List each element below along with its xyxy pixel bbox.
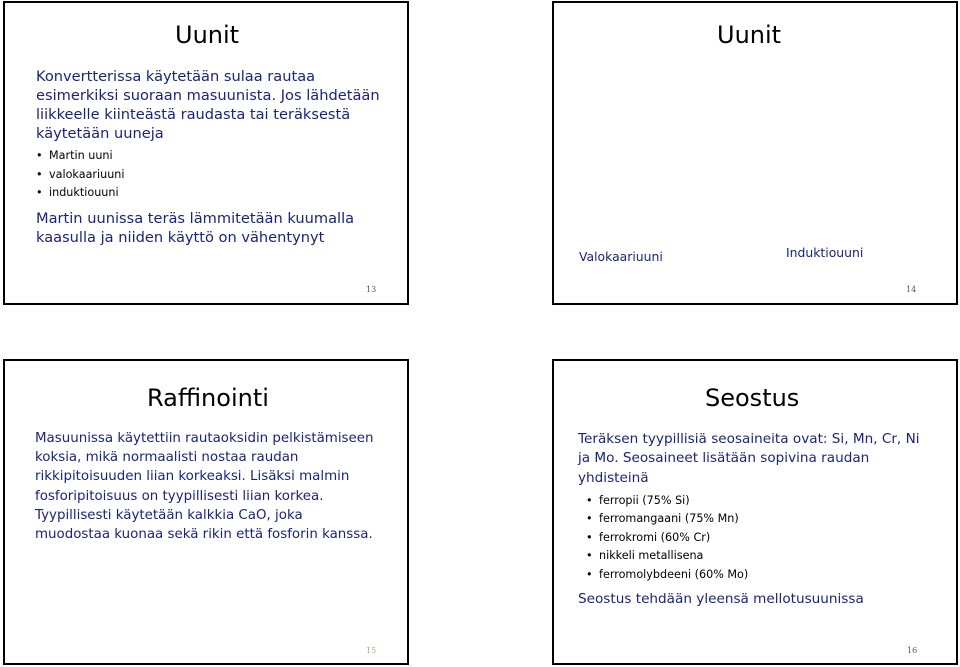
- slide-content: [35, 429, 380, 544]
- slide-13: [3, 1, 409, 305]
- list-item: • ferrokromi (60% Cr): [586, 529, 928, 548]
- list-item: • induktiouuni: [36, 184, 381, 203]
- outro-text: Seostus tehdään yleensä mellotusuunissa: [578, 591, 864, 608]
- page-number: 14: [906, 285, 917, 294]
- furnace-list: [36, 147, 381, 203]
- page-number: 16: [907, 646, 918, 655]
- slide-15: [3, 359, 409, 665]
- image-caption-valokaariuuni: Valokaariuuni: [579, 249, 663, 264]
- list-item: • ferromangaani (75% Mn): [586, 510, 928, 529]
- intro-text: Konvertterissa käytetään sulaa rautaa esimerkiksi suoraan masuunista. Jos lähdetään liikkeelle kiinteästä raudasta tai teräksestä käytetään uuneja: [36, 68, 380, 142]
- alloy-list: [586, 492, 928, 585]
- list-item: • ferropii (75% Si): [586, 492, 928, 511]
- slide-content: [578, 430, 928, 609]
- list-item: • ferromolybdeeni (60% Mo): [586, 566, 928, 585]
- list-item: • Martin uuni: [36, 147, 381, 166]
- image-caption-induktiouuni: Induktiouuni: [786, 245, 864, 260]
- slide-title: Uunit: [175, 21, 240, 49]
- list-item: • nikkeli metallisena: [586, 547, 928, 566]
- slide-content: [36, 67, 381, 247]
- body-text: Masuunissa käytettiin rautaoksidin pelkistämiseen koksia, mikä normaalisti nostaa raudan rikkipitoisuuden liian korkeaksi. Lisäksi malmin fosforipitoisuus on tyypillisesti liian korkea. Tyypillisesti käytetään kalkkia CaO, joka muodostaa kuonaa sekä rikin että fosforin kanssa.: [35, 431, 374, 543]
- slide-title: Raffinointi: [147, 384, 269, 412]
- slide-title: Uunit: [717, 21, 782, 49]
- page-number: 13: [366, 285, 377, 294]
- outro-text: Martin uunissa teräs lämmitetään kuumalla kaasulla ja niiden käyttö on vähentynyt: [36, 209, 355, 246]
- slide-title: Seostus: [705, 384, 800, 412]
- page-number: 15: [366, 646, 377, 655]
- list-item: • valokaariuuni: [36, 166, 381, 185]
- slide-14: [552, 1, 958, 305]
- slide-16: [552, 359, 958, 665]
- intro-text: Teräksen tyypillisiä seosaineita ovat: Si, Mn, Cr, Ni ja Mo. Seosaineet lisätään sopivina raudan yhdisteinä: [578, 431, 920, 486]
